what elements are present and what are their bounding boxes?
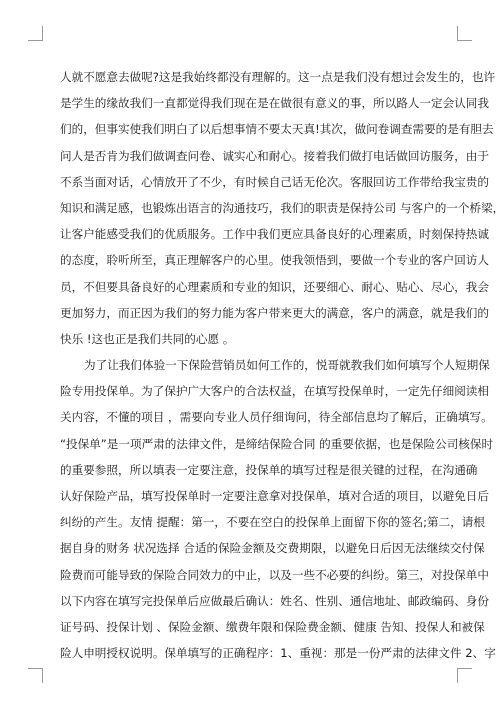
text-line: 的重要参照，所以填表一定要注意，投保单的填写过程是很关键的过程，在沟通确 [60, 462, 478, 477]
paragraph-1 [60, 64, 504, 352]
text-line: 险费而可能导致的保险合同效力的中止，以及一些不必要的纠纷。第三，对投保单中 [60, 567, 489, 582]
text-line: 人就不愿意去做呢?这是我始终都没有理解的。这一点是我们没有想过会发生的，也许 [60, 70, 496, 84]
crop-mark-bottom-right [457, 668, 472, 683]
text-line: “投保单”是一项严肃的法律文件，是缔结保险合同 的重要依据，也是保险公司核保时 [60, 436, 494, 451]
text-line: 为了让我们体验一下保险营销员如何工作的，悦哥就教我们如何填写个人短期保 [84, 358, 490, 373]
text-line: 更加努力，而正因为我们的努力能为客户带来更大的满意，客户的满意，就是我们的 [60, 305, 489, 320]
text-line: 关内容，不懂的项目 ，需要向专业人员仔细询问，待全部信息均了解后，正确填写。 [60, 410, 493, 425]
paragraph-2 [60, 352, 496, 666]
text-line: 快乐 !这也正是我们共同的心愿 。 [60, 331, 235, 346]
crop-mark-top-right [457, 26, 472, 41]
text-line: 是学生的缘故我们一直都觉得我们现在是在做很有意义的事，所以路人一定会认同我 [60, 96, 489, 111]
text-line: 险人申明授权说明。保单填写的正确程序：1、重视：那是一份严肃的法律文件 2、字 [60, 646, 496, 661]
text-line: 纠纷的产生。友情 提醒：第一，不要在空白的投保单上面留下你的签名;第二，请根 [60, 515, 485, 530]
text-line: 以下内容在填写完投保单后应做最后确认：姓名、性别、通信地址、邮政编码、身份 [60, 593, 489, 608]
text-line: 问人是否肯为我们做调查问卷、诚实心和耐心。接着我们做打电话做回访服务，由于 [60, 148, 489, 163]
text-line: 证号码、投保计划 、保险金额、缴费年限和保险费金额、健康 告知、投保人和被保 [60, 619, 485, 634]
document-body [60, 64, 504, 666]
text-line: 认好保险产品，填写投保单时一定要注意拿对投保单，填对合适的项目，以避免日后 [60, 489, 489, 503]
text-line: 员，不但要具备良好的心理素质和专业的知识，还要细心、耐心、贴心、尽心，我会 [60, 279, 489, 294]
crop-mark-bottom-left [28, 668, 43, 683]
text-line: 们的，但事实使我们明白了以后想事情不要太天真!其次，做问卷调查需要的是有胆去 [60, 122, 494, 137]
text-line: 让客户能感受我们的优质服务。工作中我们更应具备良好的心理素质，时刻保持热诚 [60, 227, 489, 242]
text-line: 的态度，聆听所至，真正理解客户的心里。使我领悟到，要做一个专业的客户回访人 [60, 253, 489, 268]
crop-mark-top-left [28, 26, 43, 41]
text-line: 不系当面对话，心情放开了不少，有时候自己话无伦次。客服回访工作带给我宝贵的 [60, 174, 489, 189]
text-line: 险专用投保单。为了保护广大客户的合法权益，在填写投保单时，一定先仔细阅读相 [60, 384, 489, 399]
text-line: 据自身的财务 状况选择 合适的保险金额及交费期限，以避免日后因无法继续交付保 [60, 541, 485, 556]
text-line: 知识和满足感，也锻炼出语言的沟通技巧，我们的职责是保持公司 与客户的一个桥梁， [60, 200, 504, 215]
